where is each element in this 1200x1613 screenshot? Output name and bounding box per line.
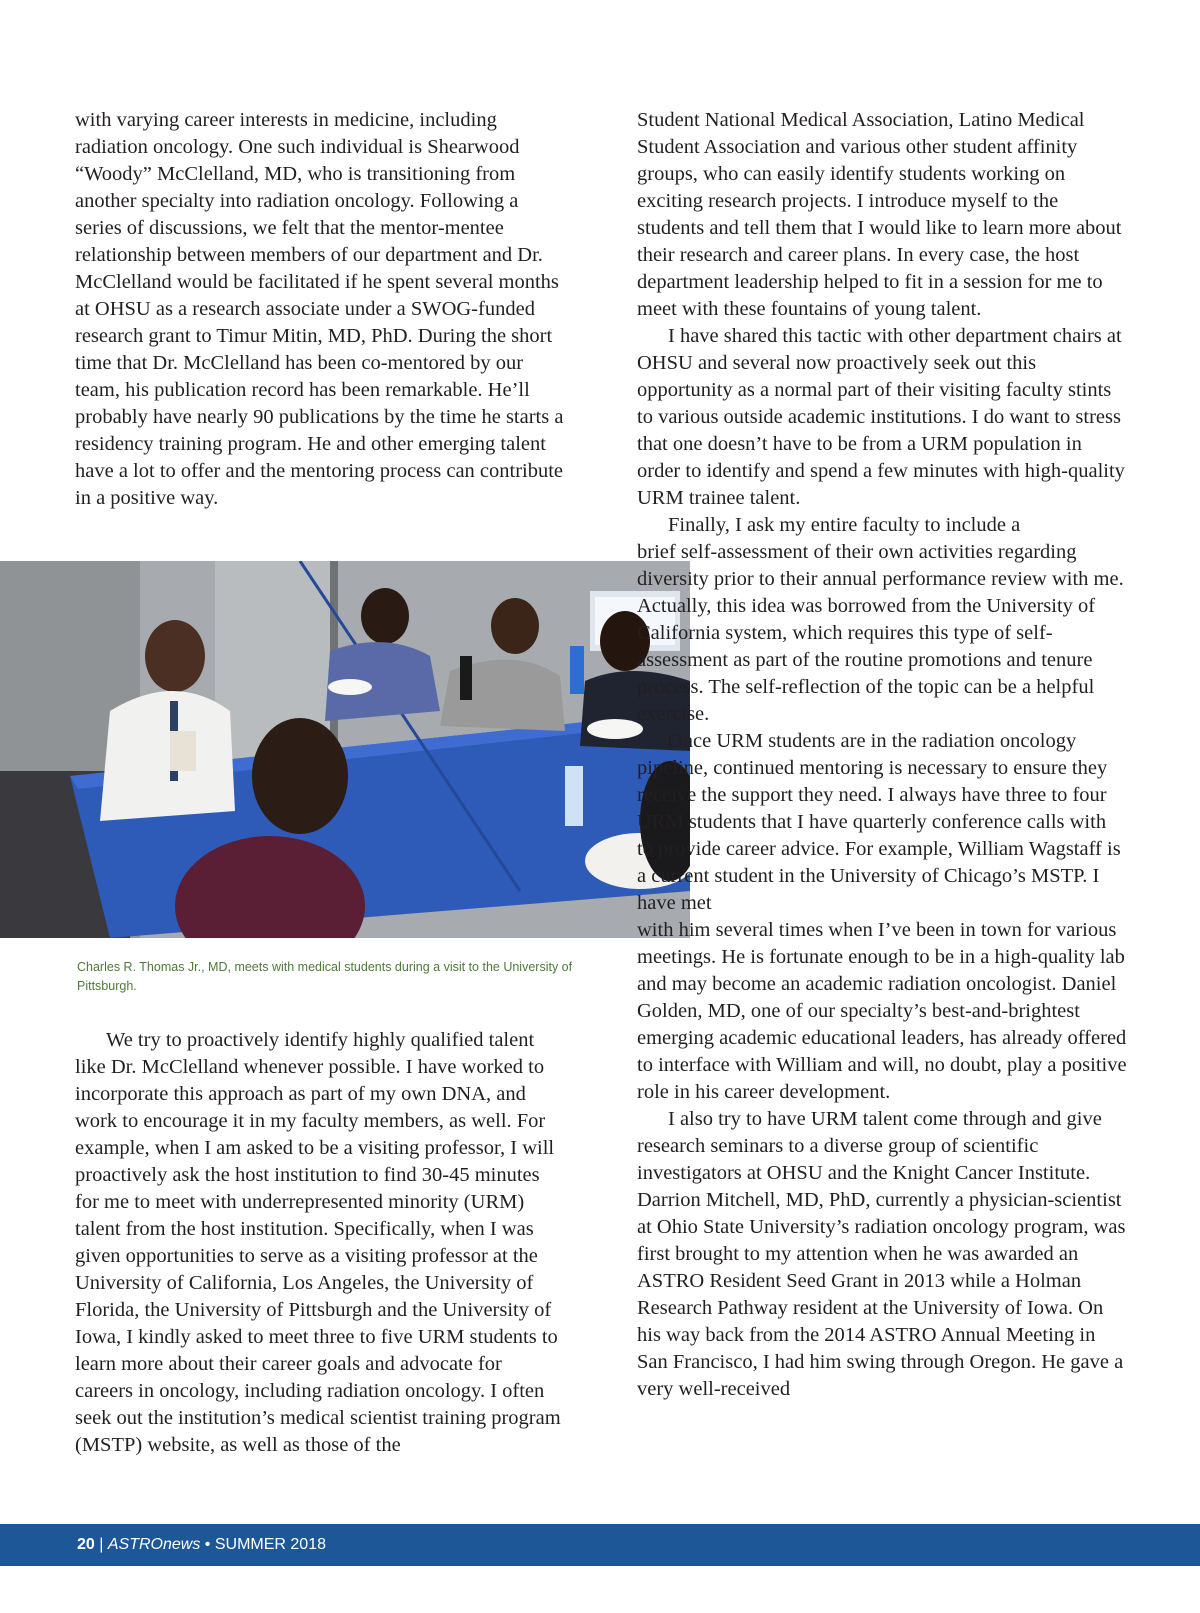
footer-separator: | xyxy=(99,1536,104,1553)
publication-name: ASTROnews xyxy=(107,1536,201,1553)
paragraph: with varying career interests in medicine, including radiation oncology. One such individual is Shearwood “Woody” McClelland, MD, who is transitioning from another specialty into radiation oncology. Following a series of discussions, we felt that the mentor-mentee relationship between members of our department and Dr. McClelland would be facilitated if he spent several months at OHSU as a research associate under a SWOG-funded research grant to Timur Mitin, MD, PhD. During the short time that Dr. McClelland has been co-mentored by our team, his publication record has been remarkable. He’ll probably have nearly 90 publications by the time he starts a residency training program. He and other emerging talent have a lot to offer and the mentoring process can contribute in a positive way. xyxy=(75,109,564,509)
paragraph-first-line: Finally, I ask my entire faculty to include a xyxy=(668,514,1021,536)
page-footer xyxy=(0,1524,1200,1566)
paragraph: I have shared this tactic with other department chairs at OHSU and several now proactively seek out this opportunity as a normal part of their visiting faculty stints to various outside academic institutions. I do want to stress that one doesn’t have to be from a URM population in order to identify and spend a few minutes with high-quality URM trainee talent. xyxy=(637,325,1125,509)
meeting-photo xyxy=(0,561,690,938)
footer-bullet: • xyxy=(204,1536,211,1553)
paragraph: I also try to have URM talent come through and give research seminars to a diverse group of scientific investigators at OHSU and the Knight Cancer Institute. Darrion Mitchell, MD, PhD, currently a physician-scientist at Ohio State University’s radiation oncology program, was first brought to my attention when he was awarded an ASTRO Resident Seed Grant in 2013 while a Holman Research Pathway resident at the University of Iowa. On his way back from the 2014 ASTRO Annual Meeting in San Francisco, I had him swing through Oregon. He gave a very well-received xyxy=(637,1108,1126,1400)
photo-caption: Charles R. Thomas Jr., MD, meets with medical students during a visit to the University of Pittsburgh. xyxy=(77,960,573,993)
meeting-photo-illustration xyxy=(0,561,690,938)
page-number: 20 xyxy=(77,1536,95,1553)
paragraph-inset: Once URM students are in the radiation oncology pipeline, continued mentoring is necessary to ensure they receive the support they need. I always have three to four URM students that I have quarterly conference calls with to provide career advice. For example, William Wagstaff is a current student in the University of Chicago’s MSTP. I have met xyxy=(637,730,1121,914)
paragraph: Student National Medical Association, Latino Medical Student Association and various other student affinity groups, who can easily identify students working on exciting research projects. I introduce myself to the students and tell them that I would like to learn more about their research and career plans. In every case, the host department leadership helped to fit in a session for me to meet with these fountains of young talent. xyxy=(637,109,1122,320)
right-column-text xyxy=(637,107,1127,1403)
paragraph: We try to proactively identify highly qualified talent like Dr. McClelland whenever possible. I have worked to incorporate this approach as part of my own DNA, and work to encourage it in my faculty members, as well. For example, when I am asked to be a visiting professor, I will proactively ask the host institution to find 30-45 minutes for me to meet with underrepresented minority (URM) talent from the host institution. Specifically, when I was given opportunities to serve as a visiting professor at the University of California, Los Angeles, the University of Florida, the University of Pittsburgh and the University of Iowa, I kindly asked to meet three to five URM students to learn more about their career goals and advocate for careers in oncology, including radiation oncology. I often seek out the institution’s medical scientist training program (MSTP) website, as well as those of the xyxy=(75,1029,561,1456)
left-column-bottom-text xyxy=(75,1027,565,1459)
paragraph-inset: brief self-assessment of their own activities regarding diversity prior to their annual performance review with me. Actually, this idea was borrowed from the University of California system, which requires this type of self-assessment as part of the routine promotions and tenure process. The self-reflection of the topic can be a helpful exercise. xyxy=(637,541,1124,725)
left-column-top-text xyxy=(75,107,565,512)
paragraph: with him several times when I’ve been in town for various meetings. He is fortunate enough to be in a high-quality lab and may become an academic radiation oncologist. Daniel Golden, MD, one of our specialty’s best-and-brightest emerging academic educational leaders, has already offered to interface with William and will, no doubt, play a positive role in his career development. xyxy=(637,919,1127,1103)
issue-label: SUMMER 2018 xyxy=(214,1536,326,1553)
